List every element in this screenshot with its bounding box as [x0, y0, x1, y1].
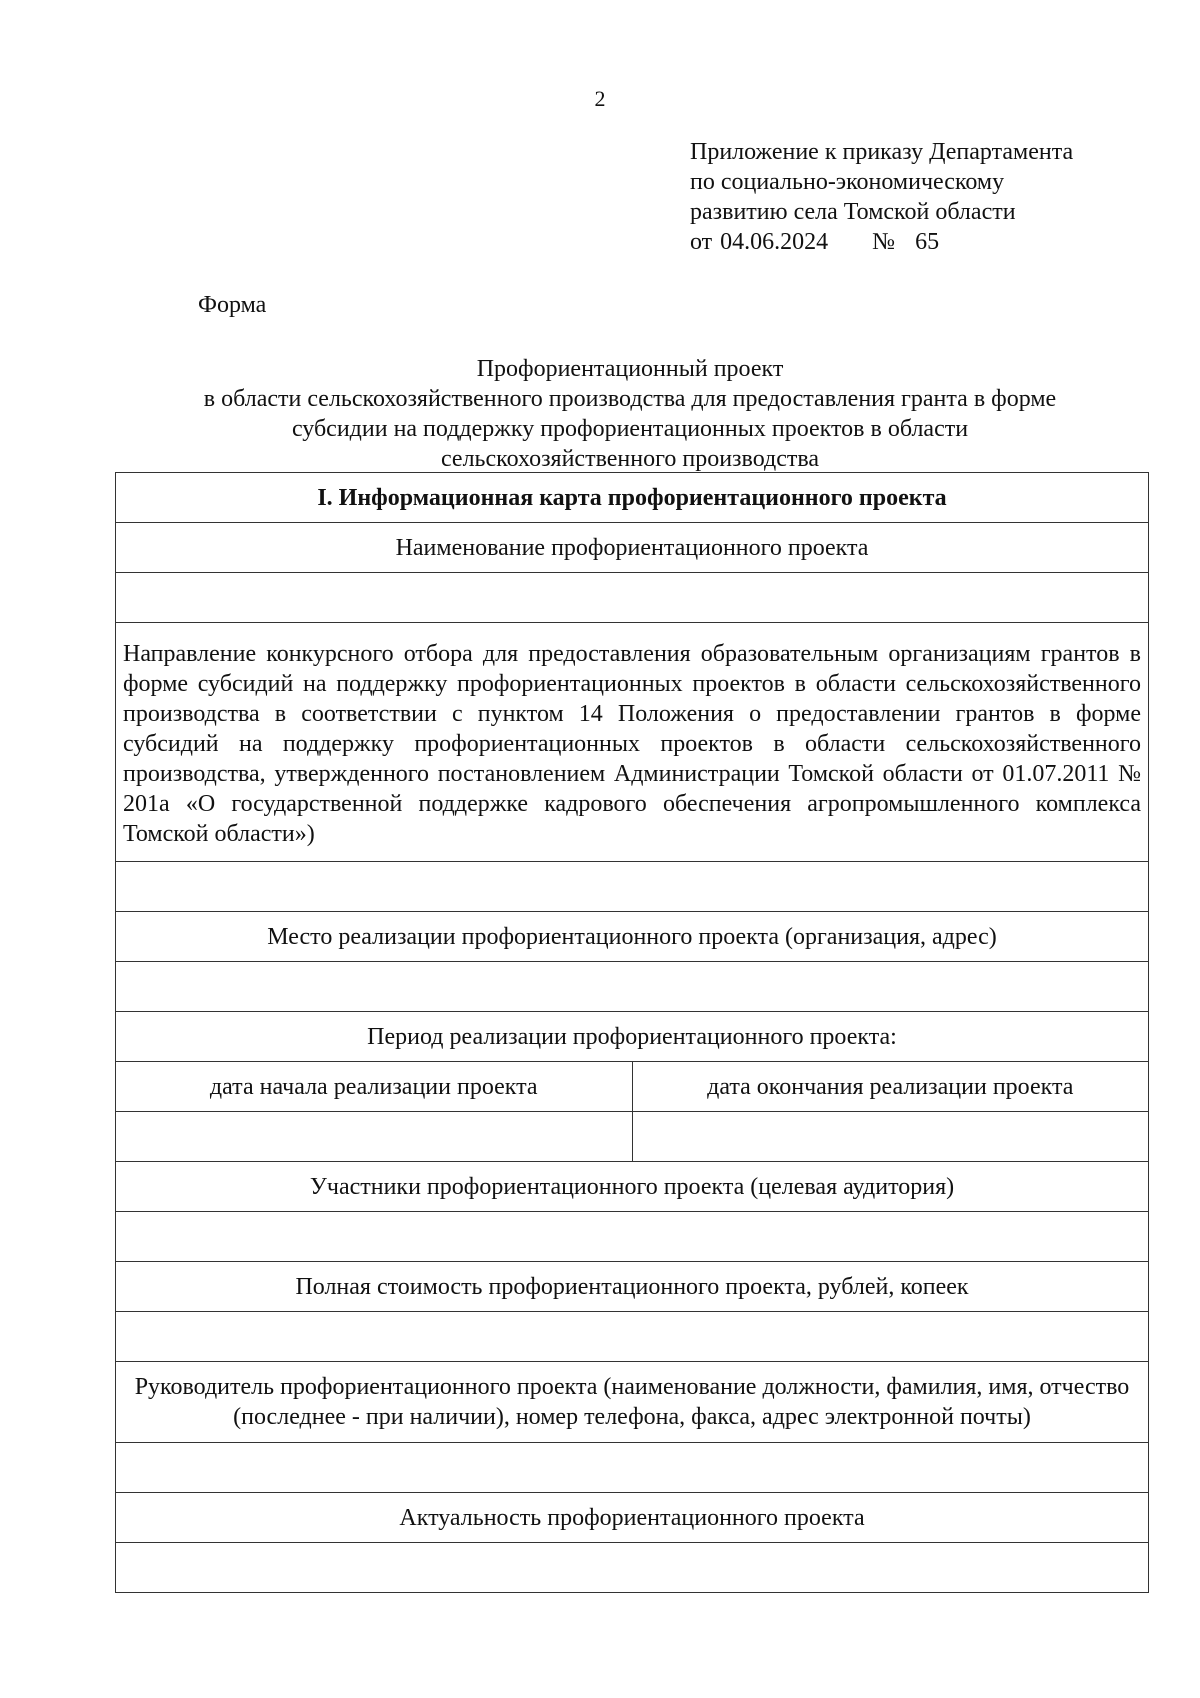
- info-card-table: [115, 472, 1149, 1593]
- leader-field[interactable]: [116, 1443, 1149, 1493]
- page-number: 2: [594, 86, 606, 111]
- relevance-field[interactable]: [116, 1543, 1149, 1593]
- table-row: [116, 473, 1149, 523]
- order-date: 04.06.2024: [720, 229, 829, 255]
- table-row: [116, 573, 1149, 623]
- start-date-label: дата начала реализации проекта: [116, 1062, 633, 1112]
- table-row: [116, 1162, 1149, 1212]
- participants-label: Участники профориентационного проекта (целевая аудитория): [116, 1162, 1149, 1212]
- direction-label: Направление конкурсного отбора для предоставления образовательным организациям грантов в форме субсидий на поддержку профориентационных проектов в области сельскохозяйственного производства в соответствии с пунктом 14 Положения о предоставлении грантов в форме субсидий на поддержку профориентационных проектов в области сельскохозяйственного производства, утвержденного постановлением Администрации Томской области от 01.07.2011 № 201а «О государственной поддержке кадрового обеспечения агропромышленного комплекса Томской области»): [116, 623, 1149, 862]
- direction-field[interactable]: [116, 862, 1149, 912]
- start-date-field[interactable]: [116, 1112, 633, 1162]
- table-row: [116, 862, 1149, 912]
- appendix-line: по социально-экономическому: [690, 169, 1005, 195]
- table-row: [116, 1212, 1149, 1262]
- table-row: [116, 1112, 1149, 1162]
- table-row: [116, 912, 1149, 962]
- table-row: [116, 1312, 1149, 1362]
- order-number: 65: [915, 229, 940, 255]
- table-row: [116, 523, 1149, 573]
- leader-label: Руководитель профориентационного проекта (наименование должности, фамилия, имя, отчество (последнее - при наличии), номер телефона, факса, адрес электронной почты): [116, 1362, 1149, 1443]
- table-row: [116, 1362, 1149, 1443]
- document-title: [130, 354, 1130, 474]
- section-heading: I. Информационная карта профориентационного проекта: [116, 473, 1149, 523]
- appendix-date-line: [690, 227, 1073, 257]
- cost-label: Полная стоимость профориентационного проекта, рублей, копеек: [116, 1262, 1149, 1312]
- table-row: [116, 1062, 1149, 1112]
- date-prefix: от: [690, 229, 713, 255]
- title-line: в области сельскохозяйственного производства для предоставления гранта в форме: [203, 386, 1057, 412]
- title-line: субсидии на поддержку профориентационных проектов в области: [291, 416, 969, 442]
- number-sign: №: [872, 229, 896, 255]
- title-line: Профориентационный проект: [476, 356, 784, 382]
- project-name-label: Наименование профориентационного проекта: [116, 523, 1149, 573]
- title-line: сельскохозяйственного производства: [440, 446, 820, 472]
- table-row: [116, 1012, 1149, 1062]
- table-row: [116, 962, 1149, 1012]
- place-field[interactable]: [116, 962, 1149, 1012]
- project-name-field[interactable]: [116, 573, 1149, 623]
- table-row: [116, 1543, 1149, 1593]
- appendix-line: развитию села Томской области: [690, 199, 1016, 225]
- table-row: [116, 623, 1149, 862]
- form-label: Форма: [198, 292, 267, 318]
- table-row: [116, 1493, 1149, 1543]
- cost-field[interactable]: [116, 1312, 1149, 1362]
- appendix-block: [690, 137, 1073, 257]
- participants-field[interactable]: [116, 1212, 1149, 1262]
- period-label: Период реализации профориентационного проекта:: [116, 1012, 1149, 1062]
- place-label: Место реализации профориентационного проекта (организация, адрес): [116, 912, 1149, 962]
- table-row: [116, 1262, 1149, 1312]
- end-date-label: дата окончания реализации проекта: [632, 1062, 1149, 1112]
- appendix-line: Приложение к приказу Департамента: [690, 139, 1074, 165]
- relevance-label: Актуальность профориентационного проекта: [116, 1493, 1149, 1543]
- table-row: [116, 1443, 1149, 1493]
- end-date-field[interactable]: [632, 1112, 1149, 1162]
